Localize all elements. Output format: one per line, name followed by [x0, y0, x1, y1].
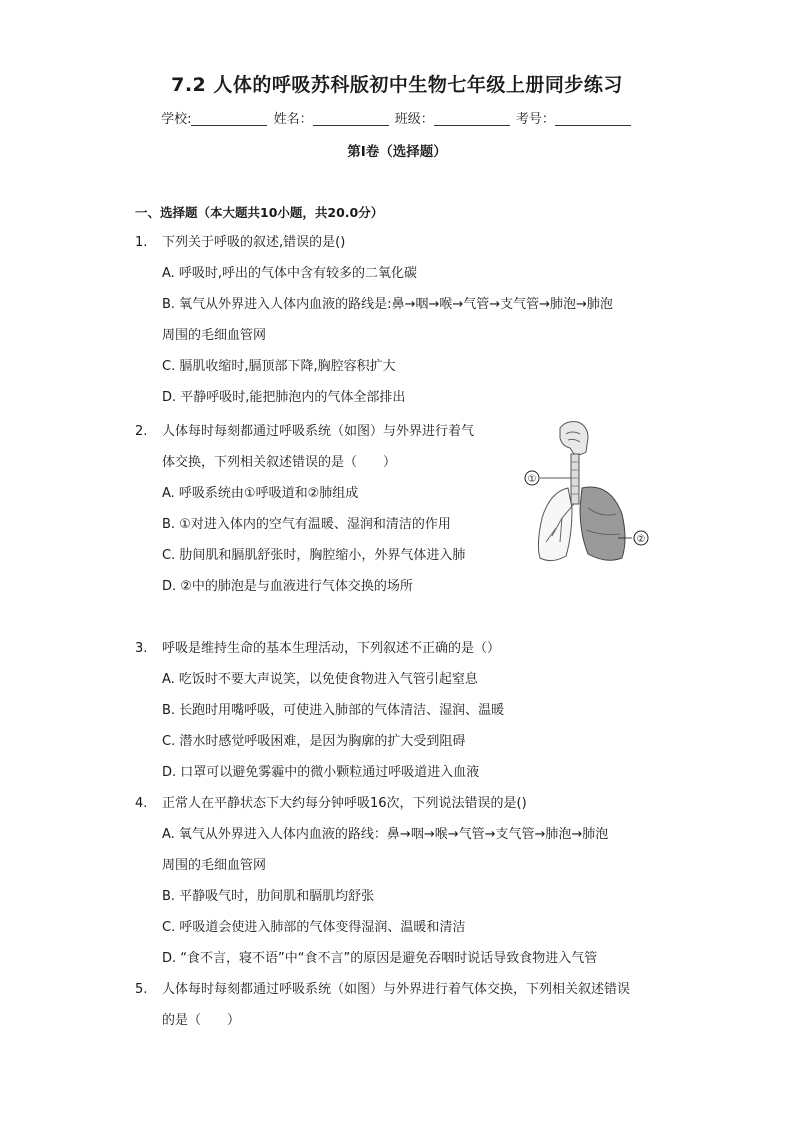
option-b-continued: 周围的毛细血管网 [162, 328, 267, 343]
option-b: B. 长跑时用嘴呼吸，可使进入肺部的气体清洁、湿润、温暖 [162, 703, 505, 718]
option-a: A. 氧气从外界进入人体内血液的路线：鼻→咽→喉→气管→支气管→肺泡→肺泡 [162, 827, 609, 842]
option-d: D. 平静呼吸时,能把肺泡内的气体全部排出 [162, 390, 406, 405]
option-d: D. “食不言，寝不语”中“食不言”的原因是避免吞咽时说话导致食物进入气管 [162, 951, 598, 966]
question-stem: 呼吸是维持生命的基本生理活动，下列叙述不正确的是（） [162, 641, 501, 656]
exam-number-label: 考号： [515, 112, 555, 127]
student-info-line [0, 108, 794, 127]
label-2: ② [636, 534, 646, 545]
option-c: C. 肋间肌和膈肌舒张时，胸腔缩小，外界气体进入肺 [162, 548, 466, 563]
school-label: 学校: [161, 112, 192, 127]
exam-number-blank[interactable] [555, 111, 631, 126]
option-c: C. 膈肌收缩时,膈顶部下降,胸腔容积扩大 [162, 359, 396, 374]
option-b: B. ①对进入体内的空气有温暖、湿润和清洁的作用 [162, 517, 451, 532]
option-a: A. 吃饭时不要大声说笑，以免使食物进入气管引起窒息 [162, 672, 478, 687]
question-stem-continued: 体交换，下列相关叙述错误的是（ ） [162, 455, 397, 470]
respiratory-system-diagram [522, 418, 662, 568]
class-label: 班级： [394, 112, 434, 127]
option-a-continued: 周围的毛细血管网 [162, 858, 267, 873]
option-b: B. 平静吸气时，肋间肌和膈肌均舒张 [162, 889, 375, 904]
question-number: 3. [135, 641, 148, 656]
option-d: D. 口罩可以避免雾霾中的微小颗粒通过呼吸道进入血液 [162, 765, 480, 780]
question-number: 2. [135, 424, 148, 439]
option-d: D. ②中的肺泡是与血液进行气体交换的场所 [162, 579, 413, 594]
option-c: C. 呼吸道会使进入肺部的气体变得湿润、温暖和清洁 [162, 920, 466, 935]
question-stem: 人体每时每刻都通过呼吸系统（如图）与外界进行着气 [162, 424, 475, 439]
question-number: 1. [135, 235, 148, 250]
name-label: 姓名： [273, 112, 313, 127]
question-stem-continued: 的是（ ） [162, 1013, 241, 1028]
question-stem: 下列关于呼吸的叙述,错误的是() [162, 235, 346, 250]
name-blank[interactable] [313, 111, 389, 126]
class-blank[interactable] [434, 111, 510, 126]
page-title: 7.2 人体的呼吸苏科版初中生物七年级上册同步练习 [171, 74, 623, 96]
respiratory-system-illustration [522, 418, 662, 568]
school-blank[interactable] [191, 111, 267, 126]
volume-subtitle: 第I卷（选择题） [347, 144, 447, 160]
option-c: C. 潜水时感觉呼吸困难，是因为胸廓的扩大受到阻碍 [162, 734, 466, 749]
question-number: 5. [135, 982, 148, 997]
question-stem: 正常人在平静状态下大约每分钟呼吸16次，下列说法错误的是() [162, 796, 527, 811]
question-stem: 人体每时每刻都通过呼吸系统（如图）与外界进行着气体交换，下列相关叙述错误 [162, 982, 631, 997]
option-a: A. 呼吸系统由①呼吸道和②肺组成 [162, 486, 359, 501]
section-heading: 一、选择题（本大题共10小题，共20.0分） [135, 205, 384, 220]
option-a: A. 呼吸时,呼出的气体中含有较多的二氧化碳 [162, 266, 418, 281]
question-number: 4. [135, 796, 148, 811]
option-b: B. 氧气从外界进入人体内血液的路线是:鼻→咽→喉→气管→支气管→肺泡→肺泡 [162, 297, 613, 312]
label-1: ① [527, 474, 537, 485]
